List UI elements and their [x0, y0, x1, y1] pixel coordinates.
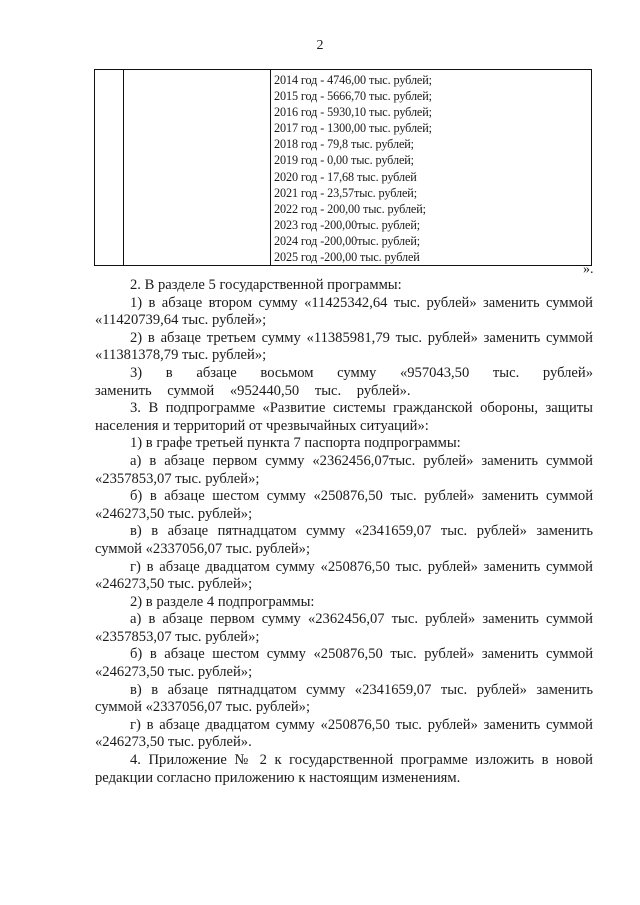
paragraph: в) в абзаце пятнадцатом сумму «2341659,07 тыс. рублей» заменить суммой «2337056,07 тыс. рублей»;	[95, 523, 593, 557]
paragraph: 1) в графе третьей пункта 7 паспорта подпрограммы:	[130, 435, 461, 452]
paragraph: 3. В подпрограмме «Развитие системы гражданской обороны, защиты населения и территорий от чрезвычайных ситуаций»:	[95, 400, 593, 434]
year-line: 2019 год - 0,00 тыс. рублей;	[274, 153, 414, 168]
paragraph: 1) в абзаце втором сумму «11425342,64 тыс. рублей» заменить суммой «11420739,64 тыс. рублей»;	[95, 294, 593, 329]
year-line: 2016 год - 5930,10 тыс. рублей;	[274, 105, 432, 120]
paragraph: 2) в абзаце третьем сумму «11385981,79 тыс. рублей» заменить суммой «11381378,79 тыс. рублей»;	[95, 329, 593, 364]
paragraph: 4. Приложение № 2 к государственной программе изложить в новой редакции согласно приложению к настоящим изменениям.	[95, 752, 593, 786]
paragraph: б) в абзаце шестом сумму «250876,50 тыс. рублей» заменить суммой «246273,50 тыс. рублей»;	[95, 646, 593, 681]
funding-table	[94, 69, 592, 266]
year-line: 2015 год - 5666,70 тыс. рублей;	[274, 89, 432, 104]
year-line: 2018 год - 79,8 тыс. рублей;	[274, 137, 414, 152]
table-row	[95, 70, 592, 266]
document-body	[95, 277, 593, 787]
table-cell-years	[271, 70, 592, 266]
table-cell-empty	[95, 70, 124, 266]
paragraph: г) в абзаце двадцатом сумму «250876,50 тыс. рублей» заменить суммой «246273,50 тыс. рублей».	[95, 716, 593, 751]
paragraph: а) в абзаце первом сумму «2362456,07тыс. рублей» заменить суммой «2357853,07 тыс. рублей»;	[95, 452, 593, 487]
closing-quote: ».	[583, 262, 594, 277]
year-line: 2023 год -200,00тыс. рублей;	[274, 217, 421, 232]
paragraph: 3) в абзаце восьмом сумму «957043,50 тыс. рублей» заменить суммой «952440,50 тыс. рублей».	[95, 364, 593, 399]
table-cell-empty	[124, 70, 271, 266]
paragraph: 2) в разделе 4 подпрограммы:	[130, 593, 315, 610]
paragraph: в) в абзаце пятнадцатом сумму «2341659,07 тыс. рублей» заменить суммой «2337056,07 тыс. рублей»;	[95, 681, 593, 716]
year-line: 2017 год - 1300,00 тыс. рублей;	[274, 121, 432, 136]
paragraph: 2. В разделе 5 государственной программы:	[130, 277, 402, 293]
year-line: 2022 год - 200,00 тыс. рублей;	[274, 201, 426, 216]
year-line: 2024 год -200,00тыс. рублей;	[274, 233, 421, 248]
paragraph: г) в абзаце двадцатом сумму «250876,50 тыс. рублей» заменить суммой «246273,50 тыс. рублей»;	[95, 558, 593, 593]
page-number: 2	[316, 38, 324, 53]
paragraph: б) в абзаце шестом сумму «250876,50 тыс. рублей» заменить суммой «246273,50 тыс. рублей»;	[95, 488, 593, 522]
year-line: 2020 год - 17,68 тыс. рублей	[274, 169, 417, 184]
paragraph: а) в абзаце первом сумму «2362456,07 тыс. рублей» заменить суммой «2357853,07 тыс. рублей»;	[95, 611, 593, 645]
year-line: 2014 год - 4746,00 тыс. рублей;	[274, 73, 432, 87]
year-line: 2025 год -200,00 тыс. рублей	[274, 250, 420, 265]
year-line: 2021 год - 23,57тыс. рублей;	[274, 185, 418, 200]
